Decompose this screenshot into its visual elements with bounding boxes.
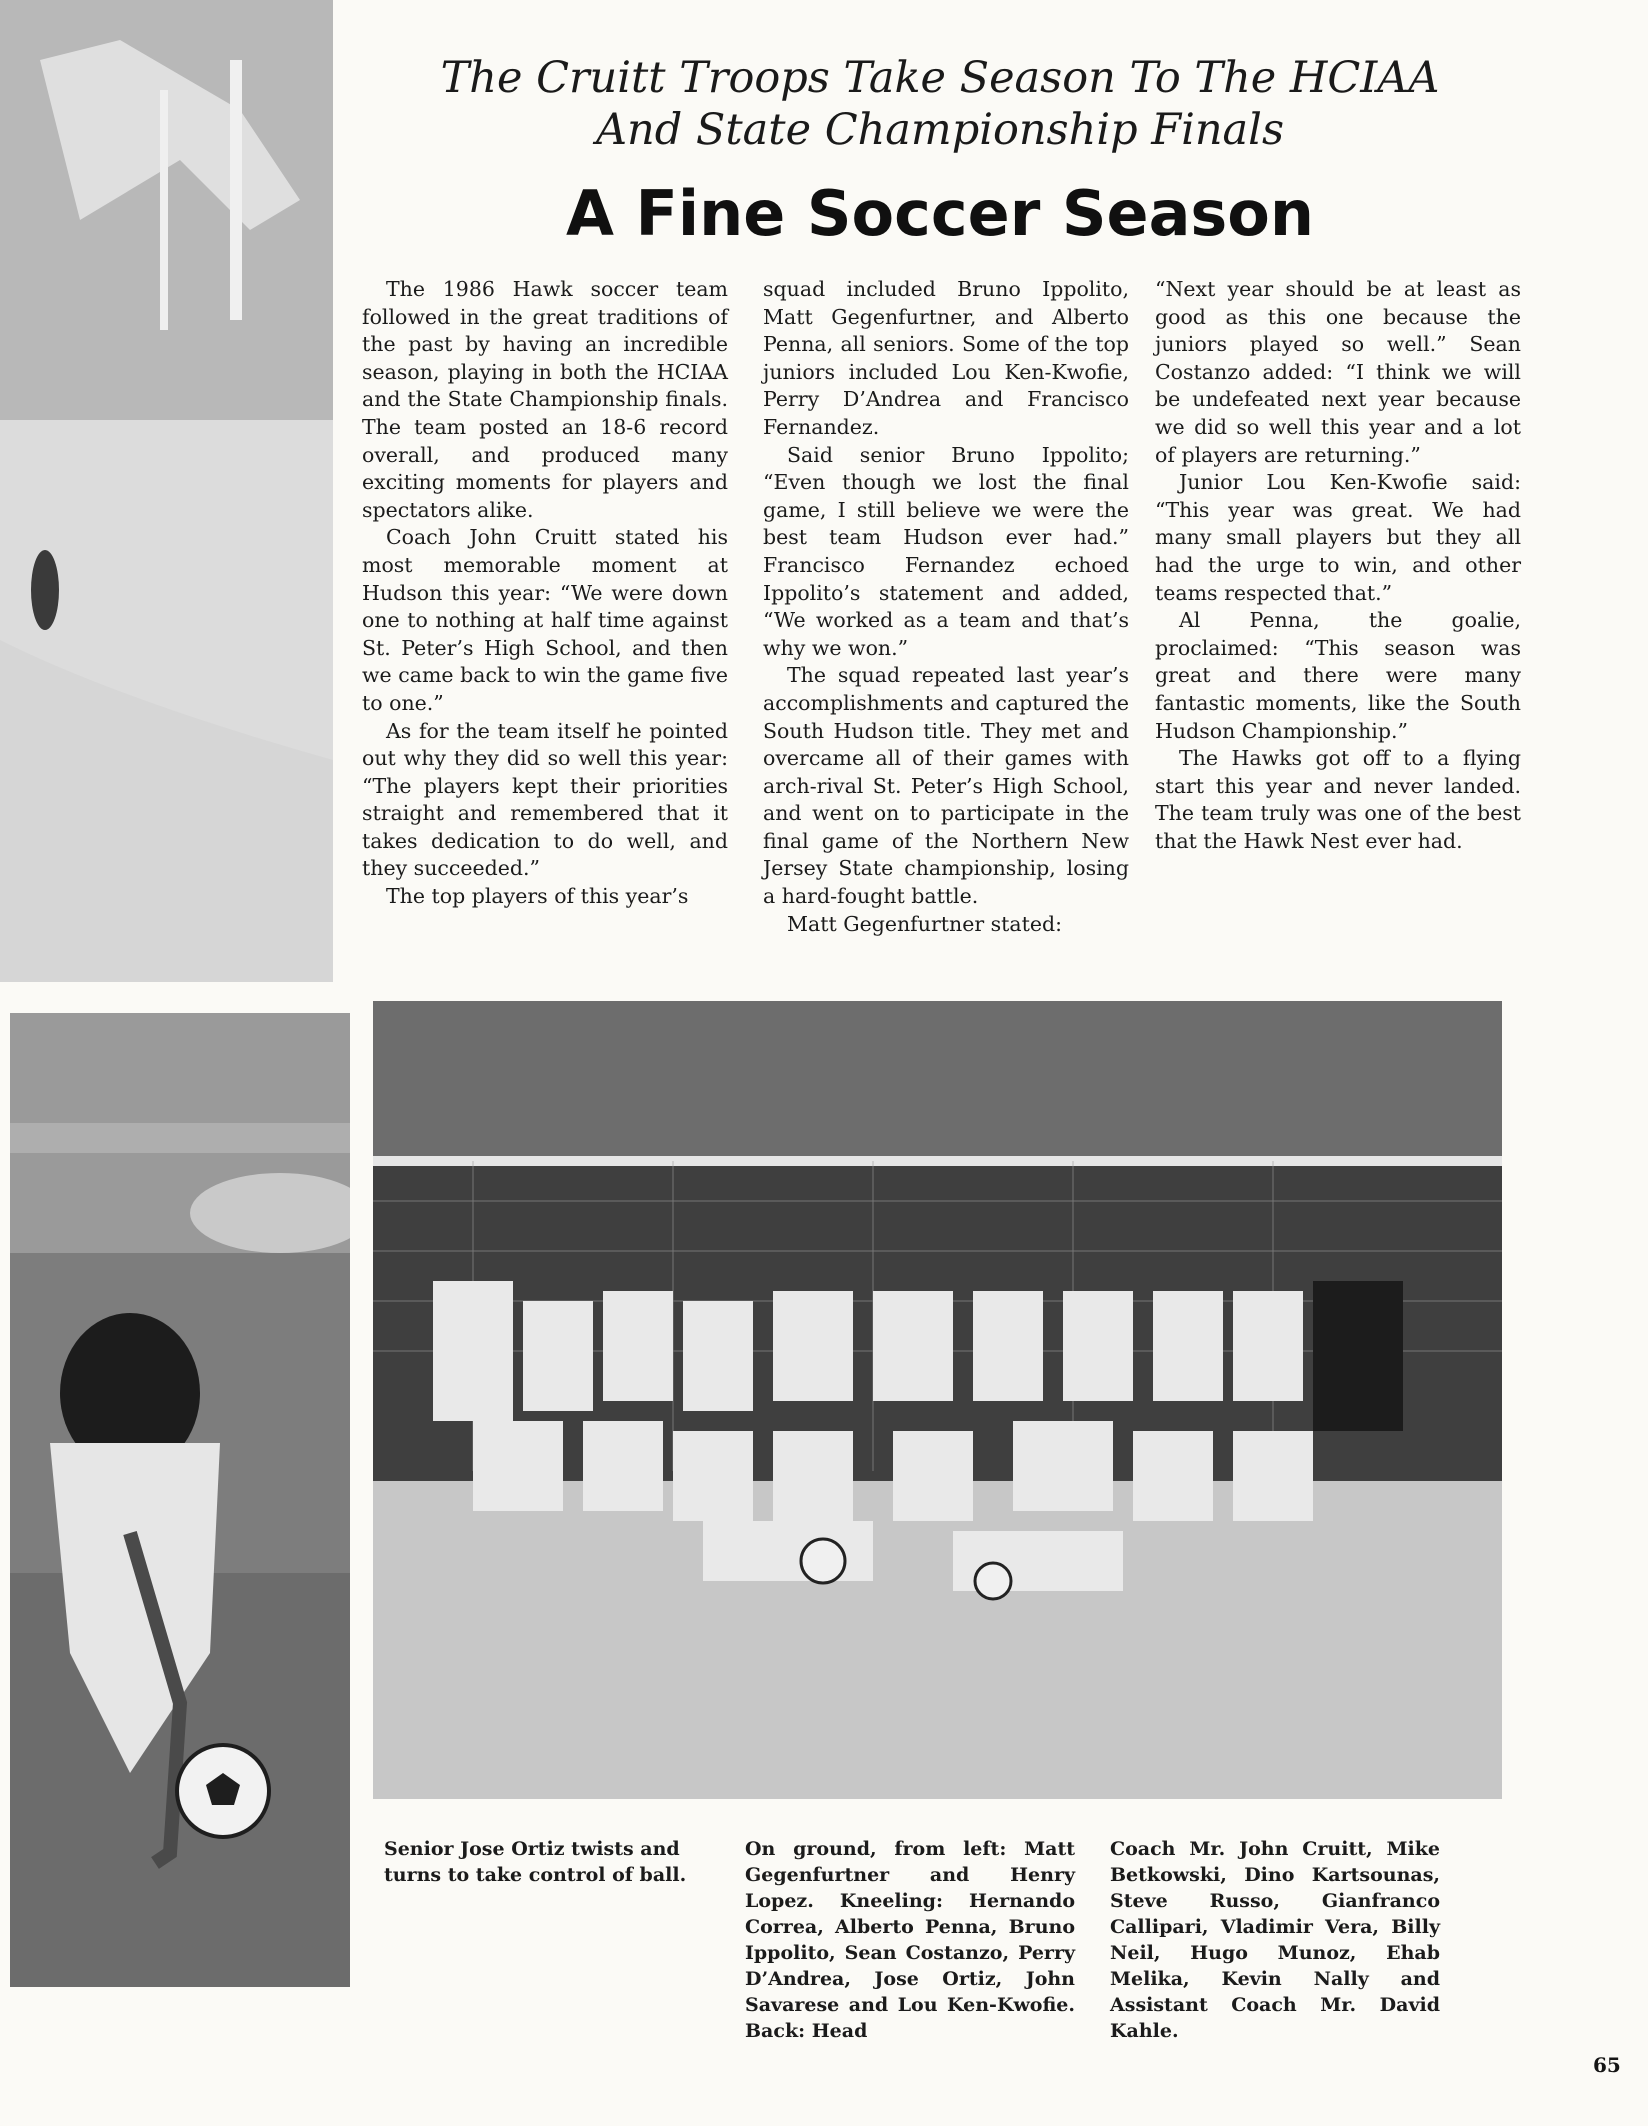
article-column-3	[1155, 276, 1521, 855]
paragraph: The Hawks got off to a flying start this year and never landed. The team truly was one of the best that the Hawk Nest ever had.	[1155, 746, 1521, 853]
paragraph: Matt Gegenfurtner stated:	[787, 911, 1063, 936]
paragraph: “Next year should be at least as good as this one because the juniors played so well.” Sean Costanzo added: “I think we will be undefeated next year because we did so well this year and a lot of players are returning.”	[1155, 277, 1521, 467]
caption-team-part-2: Coach Mr. John Cruitt, Mike Betkowski, Dino Kartsounas, Steve Russo, Gianfranco Callipari, Vladimir Vera, Billy Neil, Hugo Munoz, Ehab Melika, Kevin Nally and Assistant Coach Mr. David Kahle.	[1110, 1838, 1440, 2042]
article-subtitle	[360, 52, 1520, 156]
paragraph: The 1986 Hawk soccer team followed in the great traditions of the past by having an incredible season, playing in both the HCIAA and the State Championship finals. The team posted an 18-6 record overall, and produced many exciting moments for players and spectators alike.	[362, 277, 728, 522]
paragraph: squad included Bruno Ippolito, Matt Gegenfurtner, and Alberto Penna, all seniors. Some of the top juniors included Lou Ken-Kwofie, Perry D’Andrea and Francisco Fernandez.	[763, 277, 1129, 439]
photo-field-players	[0, 0, 333, 982]
paragraph: The squad repeated last year’s accomplishments and captured the South Hudson title. They met and overcame all of their games with arch-rival St. Peter’s High School, and went on to participate in the final game of the Northern New Jersey State championship, losing a hard-fought battle.	[763, 663, 1129, 909]
paragraph: Coach John Cruitt stated his most memorable moment at Hudson this year: “We were down one to nothing at half time against St. Peter’s High School, and then we came back to win the game five to one.”	[362, 525, 728, 715]
paragraph: Al Penna, the goalie, proclaimed: “This season was great and there were many fantastic moments, like the South Hudson Championship.”	[1155, 608, 1521, 743]
article-column-2	[763, 276, 1129, 938]
subtitle-line-1: The Cruitt Troops Take Season To The HCIAA	[440, 53, 1440, 103]
article-headline: A Fine Soccer Season	[565, 177, 1315, 250]
caption-team-part-1: On ground, from left: Matt Gegenfurtner and Henry Lopez. Kneeling: Hernando Correa, Alberto Penna, Bruno Ippolito, Sean Costanzo, Perry D’Andrea, Jose Ortiz, John Savarese and Lou Ken-Kwofie. Back: Head	[745, 1838, 1075, 2042]
paragraph: As for the team itself he pointed out why they did so well this year: “The players kept their priorities straight and remembered that it takes dedication to do well, and they succeeded.”	[362, 718, 728, 881]
paragraph: Junior Lou Ken-Kwofie said: “This year was great. We had many small players but they all had the urge to win, and other teams respected that.”	[1155, 470, 1521, 605]
paragraph: The top players of this year’s	[386, 884, 689, 909]
subtitle-line-2: And State Championship Finals	[595, 105, 1285, 155]
photo-team-portrait	[373, 1001, 1502, 1799]
article-column-1	[362, 276, 728, 911]
caption-jose-ortiz: Senior Jose Ortiz twists and turns to take control of ball.	[384, 1838, 687, 1886]
paragraph: Said senior Bruno Ippolito; “Even though we lost the final game, I still believe we were the best team Hudson ever had.” Francisco Fernandez echoed Ippolito’s statement and added, “We worked as a team and that’s why we won.”	[763, 442, 1129, 660]
photo-jose-ortiz	[10, 1013, 350, 1987]
page-number: 65	[1593, 2053, 1621, 2077]
